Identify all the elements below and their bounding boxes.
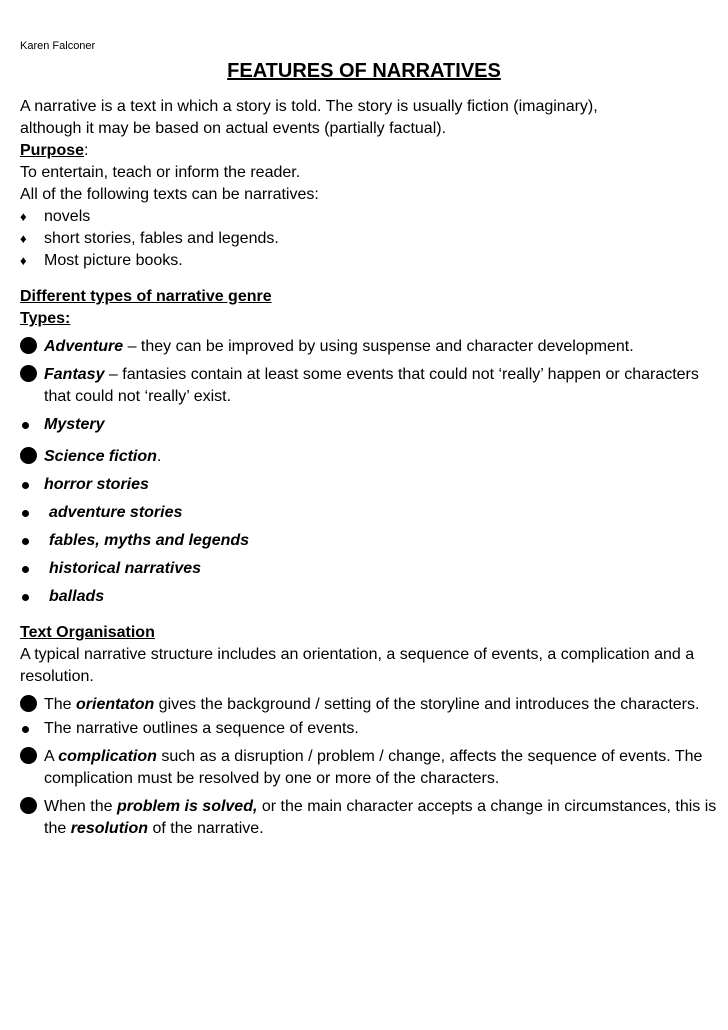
genre-term: Mystery [44,416,105,433]
bullet-icon [20,502,44,524]
genre-term: fables, myths and legends [49,532,250,549]
list-item [20,206,720,228]
purpose-label: Purpose [20,142,85,159]
genre-term: adventure stories [49,504,183,521]
bullet-icon [20,586,44,608]
list-item [20,414,720,436]
organisation-heading: Text Organisation [20,624,155,641]
text-run: gives the background / setting of the storyline and introduces the characters. [154,696,700,713]
genre-heading: Different types of narrative genre [20,288,272,305]
list-item [20,746,720,790]
organisation-intro: A typical narrative structure includes an orientation, a sequence of events, a complication and a resolution. [20,646,695,685]
list-item [20,586,720,608]
text-run: The narrative outlines a sequence of events. [44,720,359,737]
list-item-text: short stories, fables and legends. [44,230,279,247]
list-item [20,250,720,272]
list-item [20,446,720,468]
list-item-text: novels [44,208,91,225]
types-label: Types: [20,310,71,327]
intro-line-1: A narrative is a text in which a story is told. The story is usually fiction (imaginary), [20,98,598,115]
diamond-bullet-icon: ♦ [20,253,27,268]
bullet-icon [20,446,44,468]
list-item [20,558,720,580]
list-intro: All of the following texts can be narratives: [20,186,319,203]
document-title: FEATURES OF NARRATIVES [227,60,501,82]
genre-term: ballads [49,588,105,605]
term-orientation: orientaton [76,696,155,713]
genre-term: Science fiction [44,448,157,465]
list-item [20,530,720,552]
bullet-icon [20,746,44,768]
term-problem-solved: problem is solved, [116,798,258,815]
list-item [20,228,720,250]
bullet-icon [20,558,44,580]
text-run: or the main character accepts a change in circumstances, this is the [44,798,717,837]
genre-description: – they can be improved by using suspense and character development. [123,338,634,355]
list-item [20,694,720,716]
text-run: When the [44,798,117,815]
bullet-icon [20,364,44,386]
text-run: such as a disruption / problem / change, affects the sequence of events. The complication must be resolved by one or more of the characters. [44,748,703,787]
genre-term: horror stories [44,476,149,493]
genre-term: Fantasy [44,366,105,383]
list-item [20,364,720,408]
bullet-icon [20,414,44,436]
list-item [20,718,720,740]
list-item [20,474,720,496]
bullet-icon [20,694,44,716]
list-item-text: Most picture books. [44,252,183,269]
bullet-icon [20,718,44,740]
purpose-colon: : [84,142,89,159]
author-name: Karen Falconer [20,40,96,52]
text-run: of the narrative. [148,820,264,837]
bullet-icon [20,474,44,496]
intro-line-2: although it may be based on actual events (partially factual). [20,120,447,137]
genre-description: – fantasies contain at least some events that could not ‘really’ happen or characters that could not ‘really’ exist. [44,366,699,405]
genre-term: historical narratives [49,560,202,577]
genre-end: . [156,448,162,465]
bullet-icon [20,530,44,552]
list-item [20,336,720,358]
bullet-icon [20,796,44,818]
term-complication: complication [58,748,157,765]
term-resolution: resolution [70,820,149,837]
list-item [20,796,720,840]
genre-term: Adventure [44,338,124,355]
purpose-text: To entertain, teach or inform the reader. [20,164,301,181]
list-item [20,502,720,524]
diamond-bullet-icon: ♦ [20,231,27,246]
diamond-bullet-icon: ♦ [20,209,27,224]
text-run: The [44,696,77,713]
document-body [20,96,720,840]
text-run: A [44,748,59,765]
bullet-icon [20,336,44,358]
purpose-heading [20,140,720,162]
